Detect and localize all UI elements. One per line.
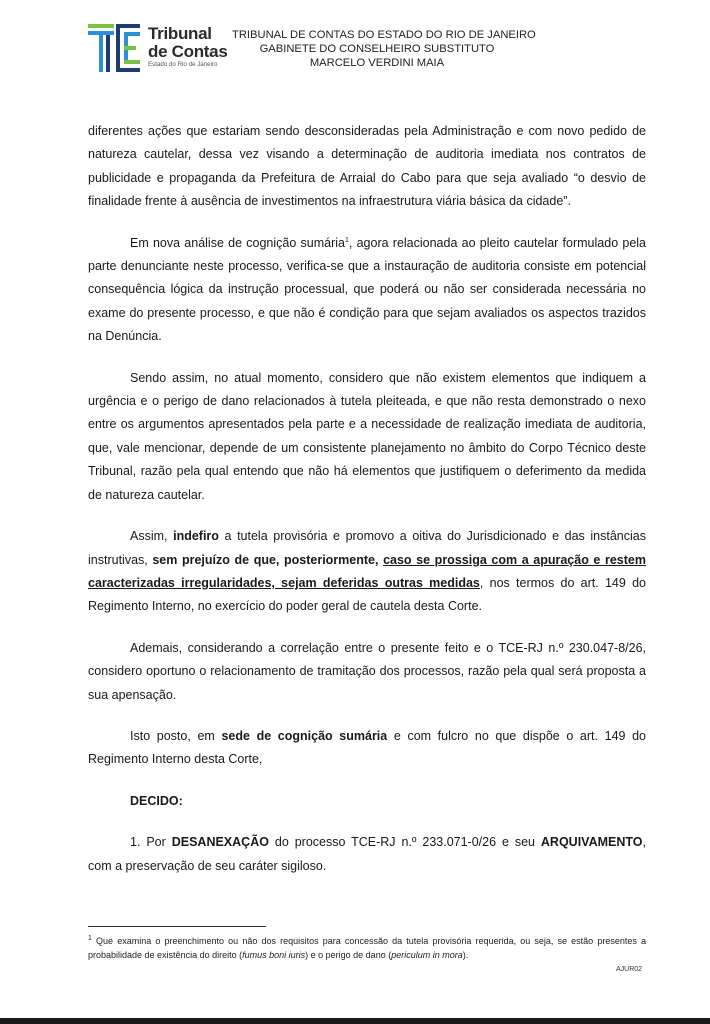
logo-line-1: Tribunal (148, 24, 212, 43)
paragraph-4-part-g: , nos termos do art. 149 do Regimento Interno, no exercício do poder geral de cautela desta Corte. (88, 575, 646, 614)
footnote-part-a: Que examina o preenchimento ou não dos requisitos para concessão da tutela provisória requerida, ou seja, se estão presentes a probabilidade de existência do direito ( (88, 936, 646, 960)
paragraph-4 (88, 525, 646, 619)
footnote-fumus: fumus boni iuris (242, 950, 306, 960)
paragraph-4-part-c: a tutela provisória e promovo a oitiva do Jurisdicionado e das instâncias instrutivas, (88, 529, 646, 567)
paragraph-1: diferentes ações que estariam sendo desconsideradas pela Administração e com novo pedido de natureza cautelar, dessa vez visando a determinação de auditoria imediata nos contratos de publicidade e propaganda da Prefeitura de Arraial do Cabo para que seja avaliado “o desvio de finalidade frente à ausência de investimentos na infraestrutura viária básica da cidade”. (88, 124, 646, 209)
paragraph-4-underlined-clause: caso se prossiga com a apuração e restem caracterizadas irregularidades, sejam deferidas outras medidas (88, 552, 646, 590)
paragraph-6 (88, 725, 646, 772)
paragraph-2 (88, 232, 646, 349)
paragraph-7-part-c: do processo TCE-RJ n.º 233.071-0/26 e seu (268, 835, 541, 850)
paragraph-4-bold-sem-prejuizo: sem prejuízo de que, posteriormente (152, 552, 375, 567)
paragraph-7-bold-arquivamento: ARQUIVAMENTO (540, 835, 643, 850)
institution-line-3: MARCELO VERDINI MAIA (309, 57, 445, 69)
paragraph-4-comma: , (375, 552, 384, 567)
paragraph-3: Sendo assim, no atual momento, considero que não existem elementos que indiquem a urgência e o perigo de dano relacionados à tutela pleiteada, e que não resta demonstrado o nexo entre os argumentos apresentados pela parte e a necessidade de realização imediata de auditoria, que, vale mencionar, depende de um consistente planejamento no âmbito do Corpo Técnico deste Tribunal, razão pela qual entendo que não há elementos que justifiquem o deferimento da medida de natureza cautelar. (88, 370, 646, 502)
paragraph-4-part-a: Assim, (130, 529, 174, 544)
footnote-separator (88, 926, 266, 927)
document-body (88, 120, 646, 896)
tce-logo-mark-icon (88, 22, 142, 74)
logo-wordmark (148, 25, 227, 68)
footnote-number: 1 (88, 935, 92, 942)
paragraph-7 (88, 831, 646, 878)
footnote-part-c: ). (462, 950, 469, 960)
paragraph-2-part-a: Em nova análise de cognição sumária (130, 235, 345, 250)
tce-logo (88, 20, 228, 78)
footnote-part-b: ) e o perigo de dano ( (305, 950, 392, 960)
letterhead (0, 0, 710, 90)
paragraph-6-bold: sede de cognição sumária (221, 728, 388, 743)
paragraph-7-bold-desanexacao: DESANEXAÇÃO (171, 835, 269, 850)
decido-heading: DECIDO: (130, 793, 183, 808)
paragraph-6-part-a: Isto posto, em (130, 728, 222, 743)
institution-line-2: GABINETE DO CONSELHEIRO SUBSTITUTO (259, 43, 495, 55)
footnote-ref-1[interactable]: 1 (344, 236, 349, 244)
footnote-periculum: periculum in mora (391, 950, 463, 960)
logo-subtitle: Estado do Rio de Janeiro (148, 61, 218, 68)
institution-line-1: TRIBUNAL DE CONTAS DO ESTADO DO RIO DE JANEIRO (232, 29, 536, 41)
footnote-1 (88, 934, 646, 962)
paragraph-7-part-a: 1. Por (130, 835, 172, 850)
paragraph-6-part-c: e com fulcro no que dispõe o art. 149 do Regimento Interno desta Corte, (88, 728, 647, 767)
logo-line-2: de Contas (148, 42, 228, 61)
bottom-edge-bar (0, 1018, 710, 1024)
paragraph-7-part-e: , com a preservação de seu caráter sigiloso. (88, 835, 646, 873)
paragraph-5: Ademais, considerando a correlação entre o presente feito e o TCE-RJ n.º 230.047-8/26, considero oportuno o relacionamento de tramitação dos processos, razão pela qual será proposta a sua apensação. (88, 640, 646, 702)
document-code: AJUR02 (616, 966, 643, 973)
paragraph-2-part-b: , agora relacionada ao pleito cautelar formulado pela parte denunciante neste processo, verifica-se que a instauração de auditoria consiste em potencial consequência lógica da instrução processual, que poderá ou não ser considerada necessária no exame do presente processo, e que não é condição para que sejam avaliados os aspectos trazidos na Denúncia. (88, 235, 646, 344)
institution-heading (232, 28, 536, 70)
paragraph-4-bold-indefiro: indefiro (173, 529, 219, 544)
